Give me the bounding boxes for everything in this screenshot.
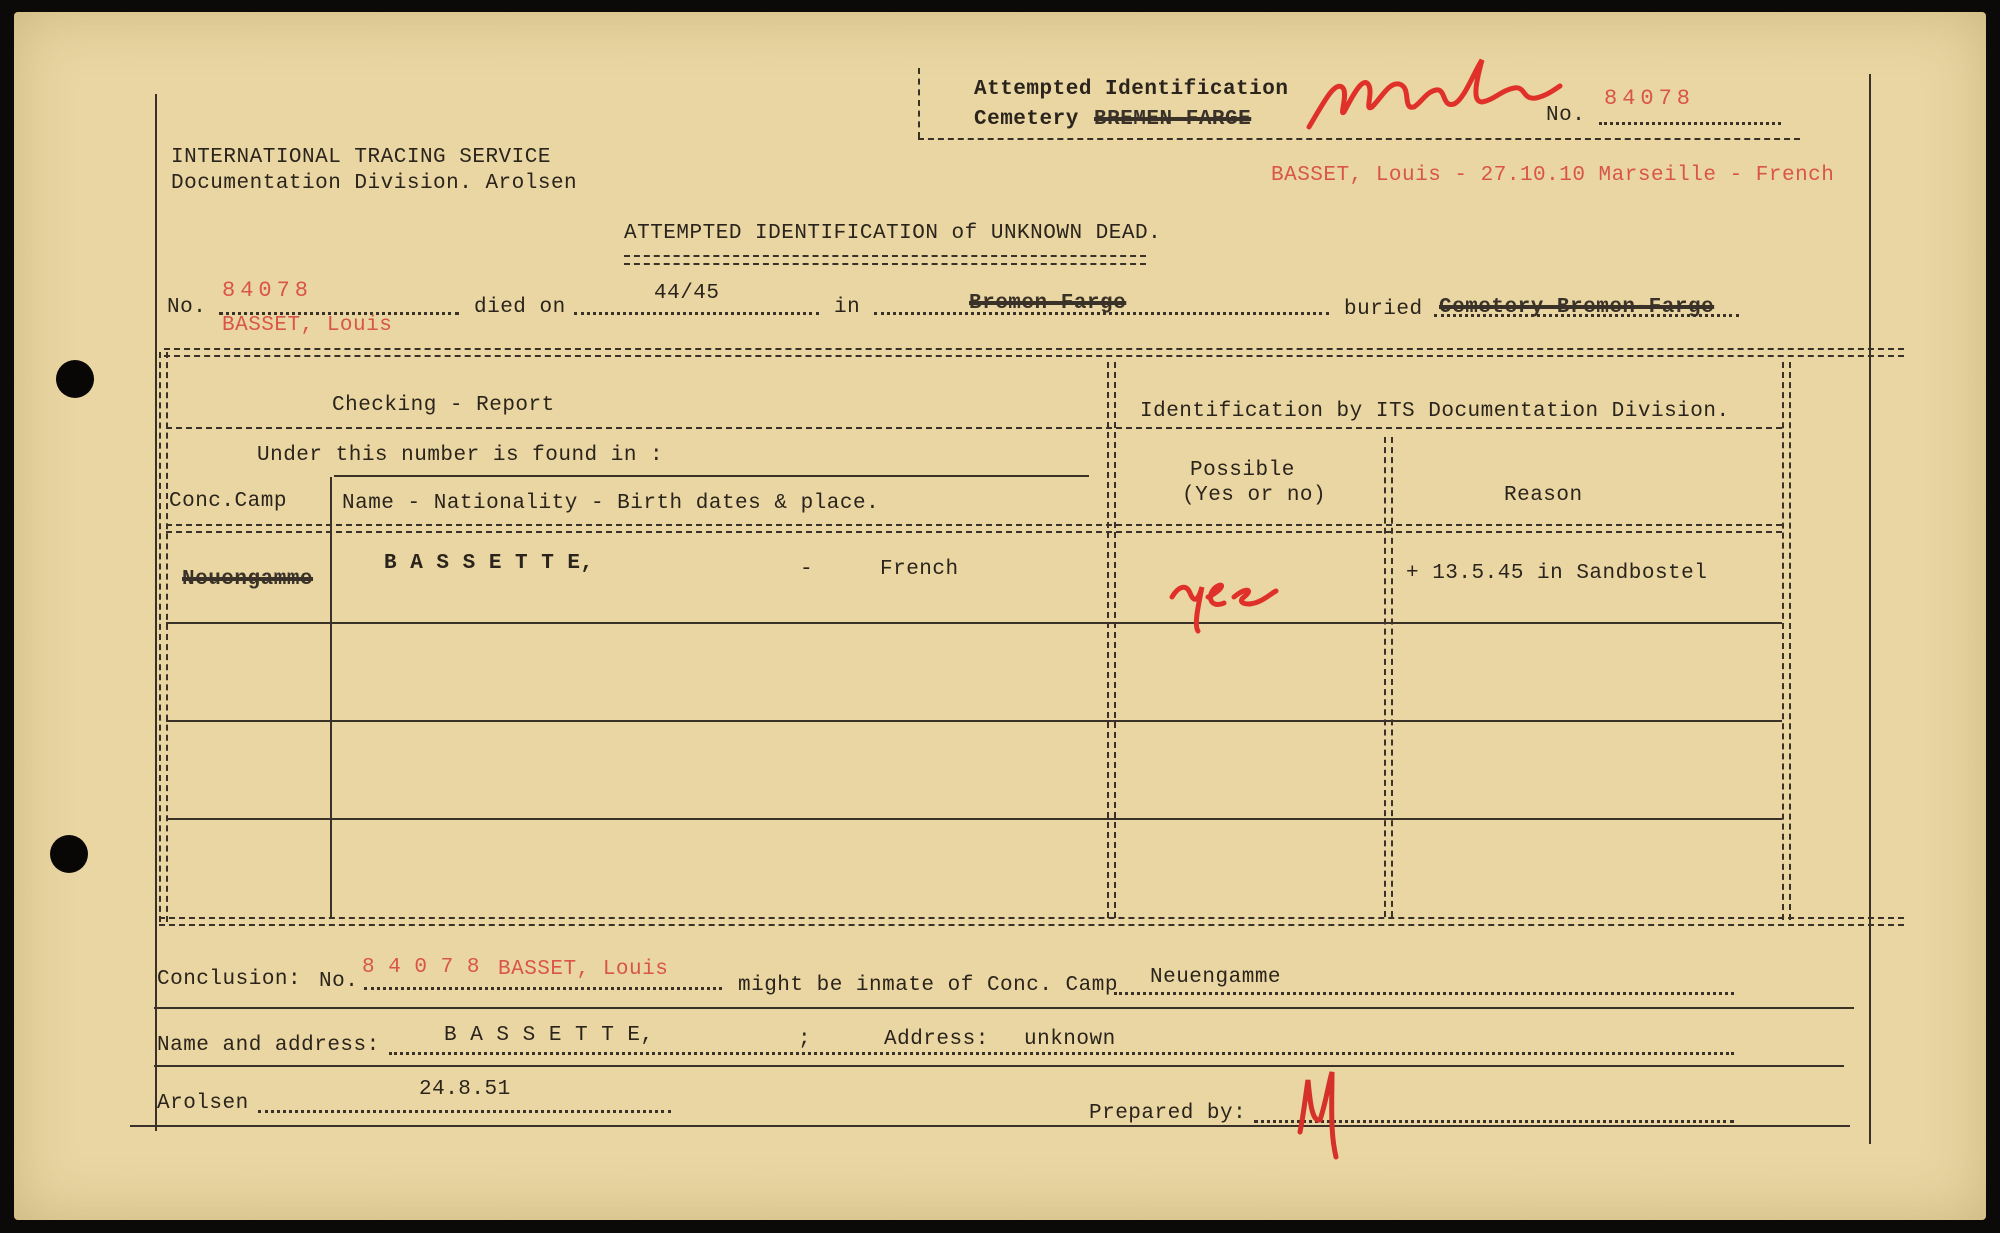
- header-no-value: 84078: [1604, 86, 1696, 111]
- name-address-label: Name and address:: [157, 1034, 380, 1057]
- prepared-label: Prepared by:: [1089, 1102, 1247, 1125]
- date-value: 24.8.51: [419, 1078, 511, 1101]
- table-bottom: [159, 917, 1904, 926]
- header-red-subject: BASSET, Louis - 27.10.10 Marseille - French: [1271, 164, 1835, 187]
- conclusion-no-dots: [364, 987, 722, 990]
- record-buried-label: buried: [1344, 298, 1423, 321]
- table-right: [1782, 362, 1791, 920]
- header-no-dots: [1599, 122, 1781, 125]
- place-dots: [258, 1110, 671, 1113]
- punch-hole-bottom: [50, 835, 88, 873]
- record-no-label: No.: [167, 296, 207, 319]
- org-line1: INTERNATIONAL TRACING SERVICE: [171, 146, 551, 169]
- checking-report: Checking - Report: [332, 394, 555, 417]
- punch-hole-top: [56, 360, 94, 398]
- header-box-left: [918, 68, 920, 138]
- camp-col-divider: [330, 477, 332, 917]
- record-in-label: in: [834, 296, 861, 319]
- under-number: Under this number is found in :: [257, 444, 664, 467]
- conclusion-no-value: 8 4 0 7 8: [362, 956, 480, 979]
- name-address-dots: [389, 1052, 1734, 1055]
- conclusion-inmate-label: might be inmate of Conc. Camp: [738, 974, 1118, 997]
- conclusion-rule: [154, 1007, 1854, 1009]
- table-top: [164, 348, 1904, 357]
- name-value: B A S S E T T E,: [444, 1024, 654, 1047]
- row1-dash: -: [800, 558, 814, 581]
- record-in-value: Bremen-Farge: [969, 292, 1127, 315]
- table-mid: [1107, 362, 1116, 918]
- title-underline: [624, 255, 1146, 265]
- conclusion-no-label: No.: [319, 970, 359, 993]
- conclusion-label: Conclusion:: [157, 968, 302, 991]
- name-semicolon: ;: [798, 1028, 812, 1051]
- row1-name: B A S S E T T E,: [384, 552, 594, 575]
- record-died-value: 44/45: [654, 282, 720, 305]
- org-line2: Documentation Division. Arolsen: [171, 172, 578, 195]
- right-border: [1869, 74, 1871, 1144]
- address-label: Address:: [884, 1028, 989, 1051]
- col-camp: Conc.Camp: [169, 490, 287, 513]
- col-possible-1: Possible: [1190, 459, 1295, 482]
- prepared-signature: [1292, 1062, 1352, 1162]
- conclusion-name-red: BASSET, Louis: [498, 958, 669, 981]
- bottom-border: [130, 1125, 1850, 1127]
- handwritten-made: [1304, 52, 1564, 142]
- col-name: Name - Nationality - Birth dates & place.: [342, 492, 880, 515]
- record-died-dots: [574, 312, 819, 315]
- header-box-line2-prefix: Cemetery: [974, 108, 1079, 131]
- col-possible-2: (Yes or no): [1182, 484, 1327, 507]
- row1-reason: + 13.5.45 in Sandbostel: [1406, 562, 1708, 585]
- row1-nationality: French: [880, 558, 959, 581]
- row2-bottom: [166, 720, 1782, 722]
- record-no-value: 84078: [222, 278, 314, 303]
- conclusion-camp-value: Neuengamme: [1150, 966, 1282, 989]
- identification-header: Identification by ITS Documentation Division.: [1140, 400, 1730, 423]
- header-box-cemetery-struck: BREMEN-FARGE: [1094, 108, 1252, 131]
- row1-bottom: [166, 622, 1782, 624]
- header-box-line1: Attempted Identification: [974, 78, 1289, 101]
- conclusion-camp-dots: [1114, 992, 1734, 995]
- row1-camp: Neuengamme: [182, 568, 314, 591]
- address-value: unknown: [1024, 1028, 1116, 1051]
- row-under-bottom: [334, 475, 1089, 477]
- row-header-bottom: [166, 524, 1782, 533]
- index-card: [14, 12, 1986, 1220]
- header-no-label: No.: [1546, 104, 1586, 127]
- table-possible-divider: [1384, 437, 1393, 917]
- table-left: [159, 352, 168, 922]
- place-label: Arolsen: [157, 1092, 249, 1115]
- record-name-red: BASSET, Louis: [222, 314, 393, 337]
- record-buried-value: Cemetery Bremen-Farge: [1439, 296, 1715, 319]
- record-died-label: died on: [474, 296, 566, 319]
- row1-possible-handwritten: [1164, 557, 1294, 637]
- address-rule: [154, 1065, 1844, 1067]
- row-checking-bottom: [166, 427, 1782, 429]
- row3-bottom: [166, 818, 1782, 820]
- col-reason: Reason: [1504, 484, 1583, 507]
- card-title: ATTEMPTED IDENTIFICATION of UNKNOWN DEAD.: [624, 222, 1162, 245]
